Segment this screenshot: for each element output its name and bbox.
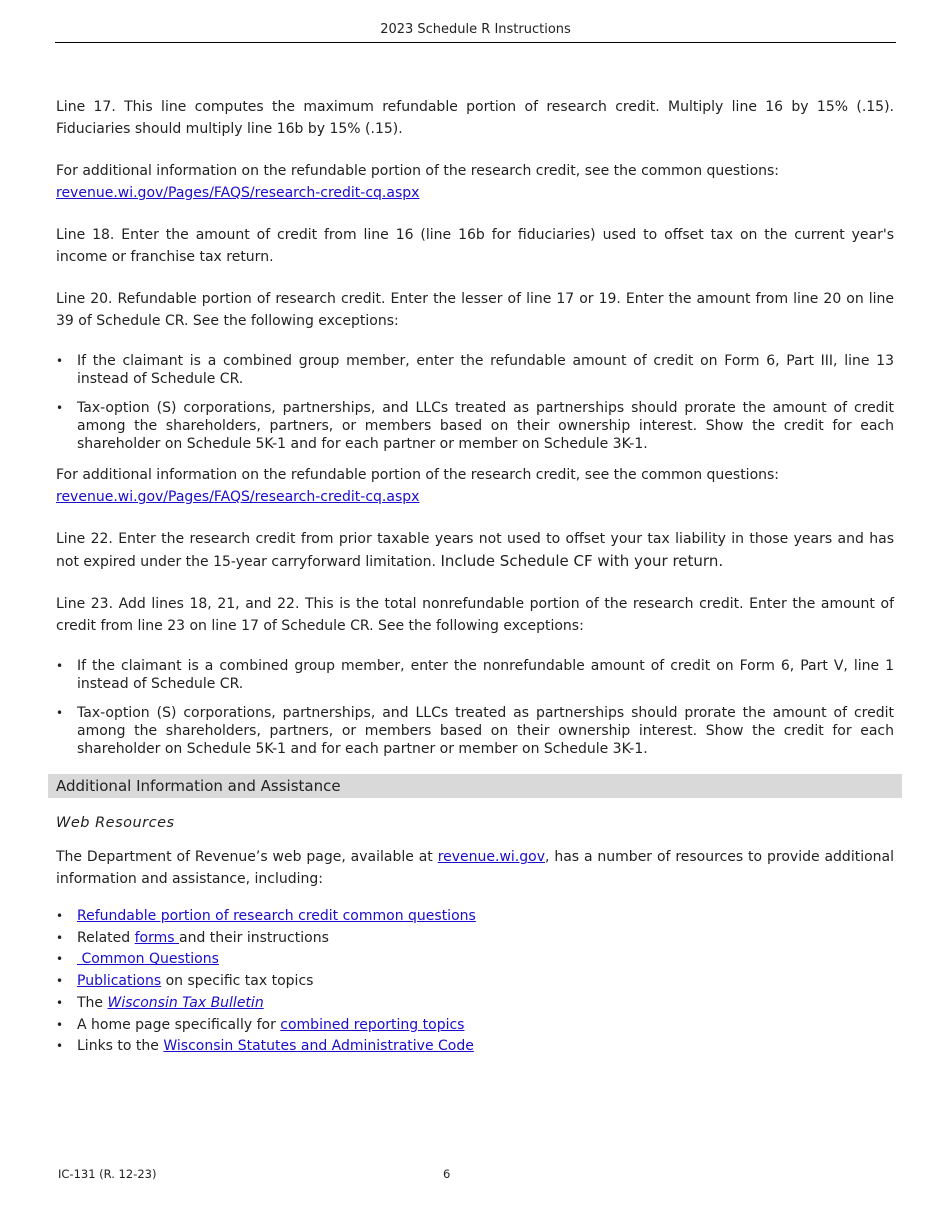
line-18-label: Line 18.	[56, 227, 115, 243]
line-23-paragraph: Line 23. Add lines 18, 21, and 22. This is the total nonrefundable portion of the research credit. Enter the amount of credit from line 23 on line 17 of Schedule CR. See the following exceptions:	[56, 596, 895, 634]
list-item: • Related forms and their instructions	[56, 928, 894, 950]
line-22-paragraph: Line 22. Enter the research credit from prior taxable years not used to offset your tax liability in those years and has not expired under the 15-year carryforward limitation. Include Schedule CF with your return.	[56, 531, 894, 570]
list-item: • A home page specifically for combined reporting topics	[56, 1015, 894, 1037]
research-credit-cq-link-1[interactable]: revenue.wi.gov/Pages/FAQS/research-credit-cq.aspx	[56, 185, 420, 201]
wisconsin-statutes-link[interactable]: Wisconsin Statutes and Administrative Code	[163, 1038, 474, 1055]
list-item: • Tax-option (S) corporations, partnerships, and LLCs treated as partnerships should prorate the amount of credit among the shareholders, partners, or members based on their ownership interest. Show the credit for each shareholder on Schedule 5K-1 and for each partner or member on Schedule 3K-1.	[56, 399, 894, 453]
list-item: • If the claimant is a combined group member, enter the refundable amount of credit on Form 6, Part III, line 13 instead of Schedule CR.	[56, 352, 894, 388]
combined-reporting-topics-link[interactable]: combined reporting topics	[280, 1016, 465, 1033]
line-23-exceptions	[56, 657, 894, 758]
line-22-label: Line 22.	[56, 531, 113, 547]
page-header-title: 2023 Schedule R Instructions	[380, 22, 571, 37]
publications-link[interactable]: Publications	[77, 973, 162, 990]
common-questions-link[interactable]: Common Questions	[77, 951, 219, 968]
page-header	[55, 22, 896, 43]
footer-form-id: IC-131 (R. 12-23)	[58, 1167, 157, 1181]
include-schedule-cf-note: Include Schedule CF with your return.	[440, 552, 724, 570]
list-item: • The Wisconsin Tax Bulletin	[56, 993, 894, 1015]
web-resources-subheading: Web Resources	[56, 815, 175, 831]
revenue-wi-gov-link[interactable]: revenue.wi.gov	[437, 849, 545, 865]
forms-link[interactable]: forms	[134, 929, 180, 946]
resource-list	[56, 906, 894, 1058]
line-17-label: Line 17.	[56, 99, 116, 115]
refundable-research-credit-cq-link[interactable]: Refundable portion of research credit common questions	[77, 908, 476, 924]
line-20-paragraph: Line 20. Refundable portion of research credit. Enter the lesser of line 17 or 19. Enter the amount from line 20 on line 39 of Schedule CR. See the following exceptions:	[56, 291, 895, 329]
section-heading-assistance: Additional Information and Assistance	[48, 774, 902, 798]
footer-page-number: 6	[443, 1167, 451, 1181]
list-item: • If the claimant is a combined group member, enter the nonrefundable amount of credit on Form 6, Part V, line 1 instead of Schedule CR.	[56, 657, 894, 693]
line-20-label: Line 20.	[56, 291, 113, 307]
line-17-paragraph: Line 17. This line computes the maximum refundable portion of research credit. Multiply line 16 by 15% (.15). Fiduciaries should multiply line 16b by 15% (.15).	[56, 99, 895, 137]
instructions-content	[56, 96, 894, 1058]
line-20-exceptions	[56, 352, 894, 453]
info-paragraph-2: For additional information on the refundable portion of the research credit, see the common questions: revenue.wi.gov/Pages/FAQS/research-credit-cq.aspx	[56, 467, 780, 505]
wisconsin-tax-bulletin-link[interactable]: Wisconsin Tax Bulletin	[107, 994, 264, 1011]
web-resources-intro: The Department of Revenue’s web page, available at revenue.wi.gov, has a number of resources to provide additional information and assistance, including:	[56, 849, 894, 887]
list-item	[56, 906, 894, 928]
info-paragraph-1: For additional information on the refundable portion of the research credit, see the common questions: revenue.wi.gov/Pages/FAQS/research-credit-cq.aspx	[56, 163, 780, 201]
list-item: • Publications on specific tax topics	[56, 971, 894, 993]
list-item: • Links to the Wisconsin Statutes and Administrative Code	[56, 1036, 894, 1058]
list-item: • Tax-option (S) corporations, partnerships, and LLCs treated as partnerships should prorate the amount of credit among the shareholders, partners, or members based on their ownership interest. Show the credit for each shareholder on Schedule 5K-1 and for each partner or member on Schedule 3K-1.	[56, 704, 894, 758]
line-18-paragraph: Line 18. Enter the amount of credit from line 16 (line 16b for fiduciaries) used to offset tax on the current year's income or franchise tax return.	[56, 227, 895, 265]
line-23-label: Line 23.	[56, 596, 114, 612]
list-item	[56, 949, 894, 971]
research-credit-cq-link-2[interactable]: revenue.wi.gov/Pages/FAQS/research-credit-cq.aspx	[56, 489, 420, 505]
